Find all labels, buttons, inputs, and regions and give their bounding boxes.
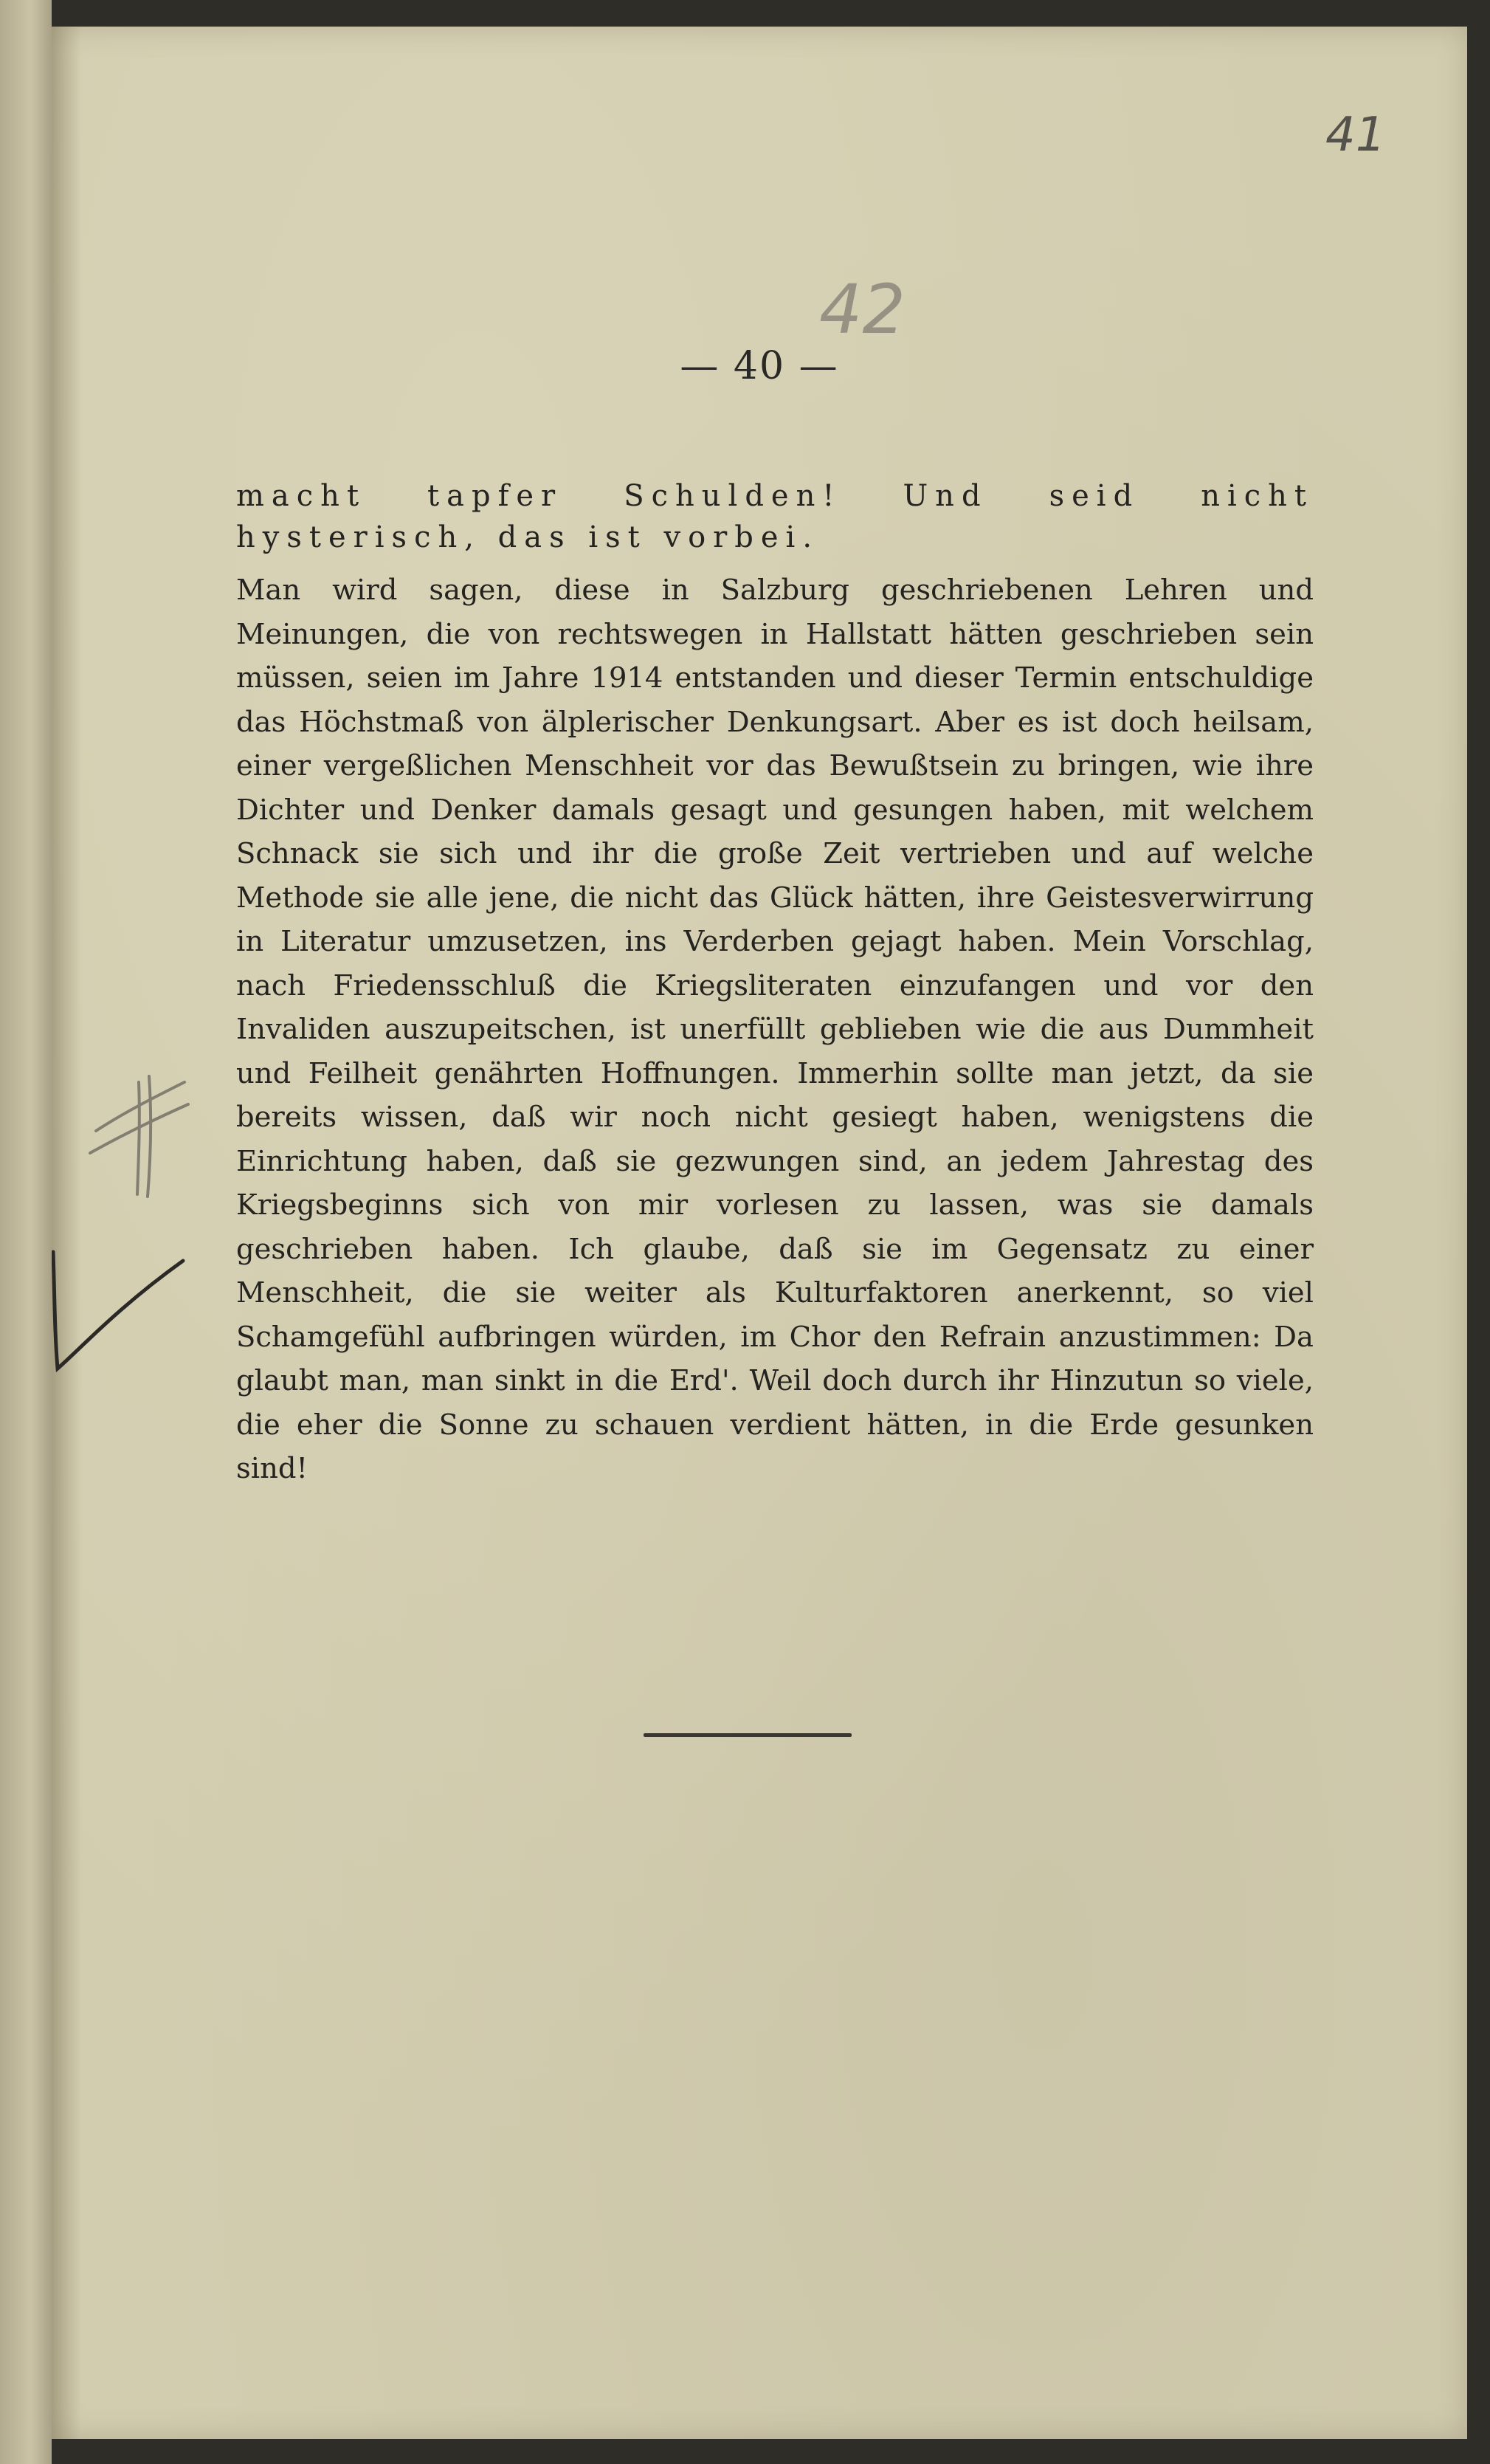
margin-pencil-marks: [52, 27, 273, 1429]
pencil-annotation-number: 42: [819, 270, 906, 349]
text-block: [236, 475, 1314, 1491]
body-paragraph: Man wird sagen, diese in Salzburg geschriebenen Lehren und Meinungen, die von rechtswegen in Hallstatt hätten geschrieben sein müssen, seien im Jahre 1914 entstanden und dieser Termin entschuldige das Höchstmaß von älplerischer Denkungsart. Aber es ist doch heilsam, einer vergeßlichen Menschheit vor das Bewußtsein zu bringen, wie ihre Dichter und Denker damals gesagt und gesungen haben, mit welchem Schnack sie sich und ihr die große Zeit vertrieben und auf welche Methode sie alle jene, die nicht das Glück hätten, ihre Geistesverwirrung in Literatur umzusetzen, ins Verderben gejagt haben. Mein Vorschlag, nach Friedensschluß die Kriegsliteraten einzufangen und vor den Invaliden auszupeitschen, ist unerfüllt geblieben wie die aus Dummheit und Feilheit genährten Hoffnungen. Immerhin sollte man jetzt, da sie bereits wissen, daß wir noch nicht gesiegt haben, wenigstens die Einrichtung haben, daß sie gezwungen sind, an jedem Jahrestag des Kriegsbeginns sich von mir vorlesen zu lassen, was sie damals geschrieben haben. Ich glaube, daß sie im Gegensatz zu einer Menschheit, die sie weiter als Kulturfaktoren anerkennt, so viel Schamgefühl aufbringen würden, im Chor den Refrain anzustimmen: Da glaubt man, man sinkt in die Erd'. Weil doch durch ihr Hinzutun so viele, die eher die Sonne zu schauen verdient hätten, in die Erde gesunken sind!: [236, 574, 1314, 1485]
left-page-edge: [0, 0, 52, 2464]
closing-rule: [644, 1733, 852, 1737]
page-number: — 40 —: [680, 344, 839, 388]
hash-mark-icon: [90, 1076, 188, 1197]
pencil-folio-number: 41: [1325, 108, 1386, 162]
book-page: [52, 27, 1467, 2439]
check-stroke-icon: [53, 1252, 183, 1369]
spaced-emphasis-line: macht tapfer Schulden! Und seid nicht hysterisch, das ist vorbei.: [236, 479, 1314, 554]
